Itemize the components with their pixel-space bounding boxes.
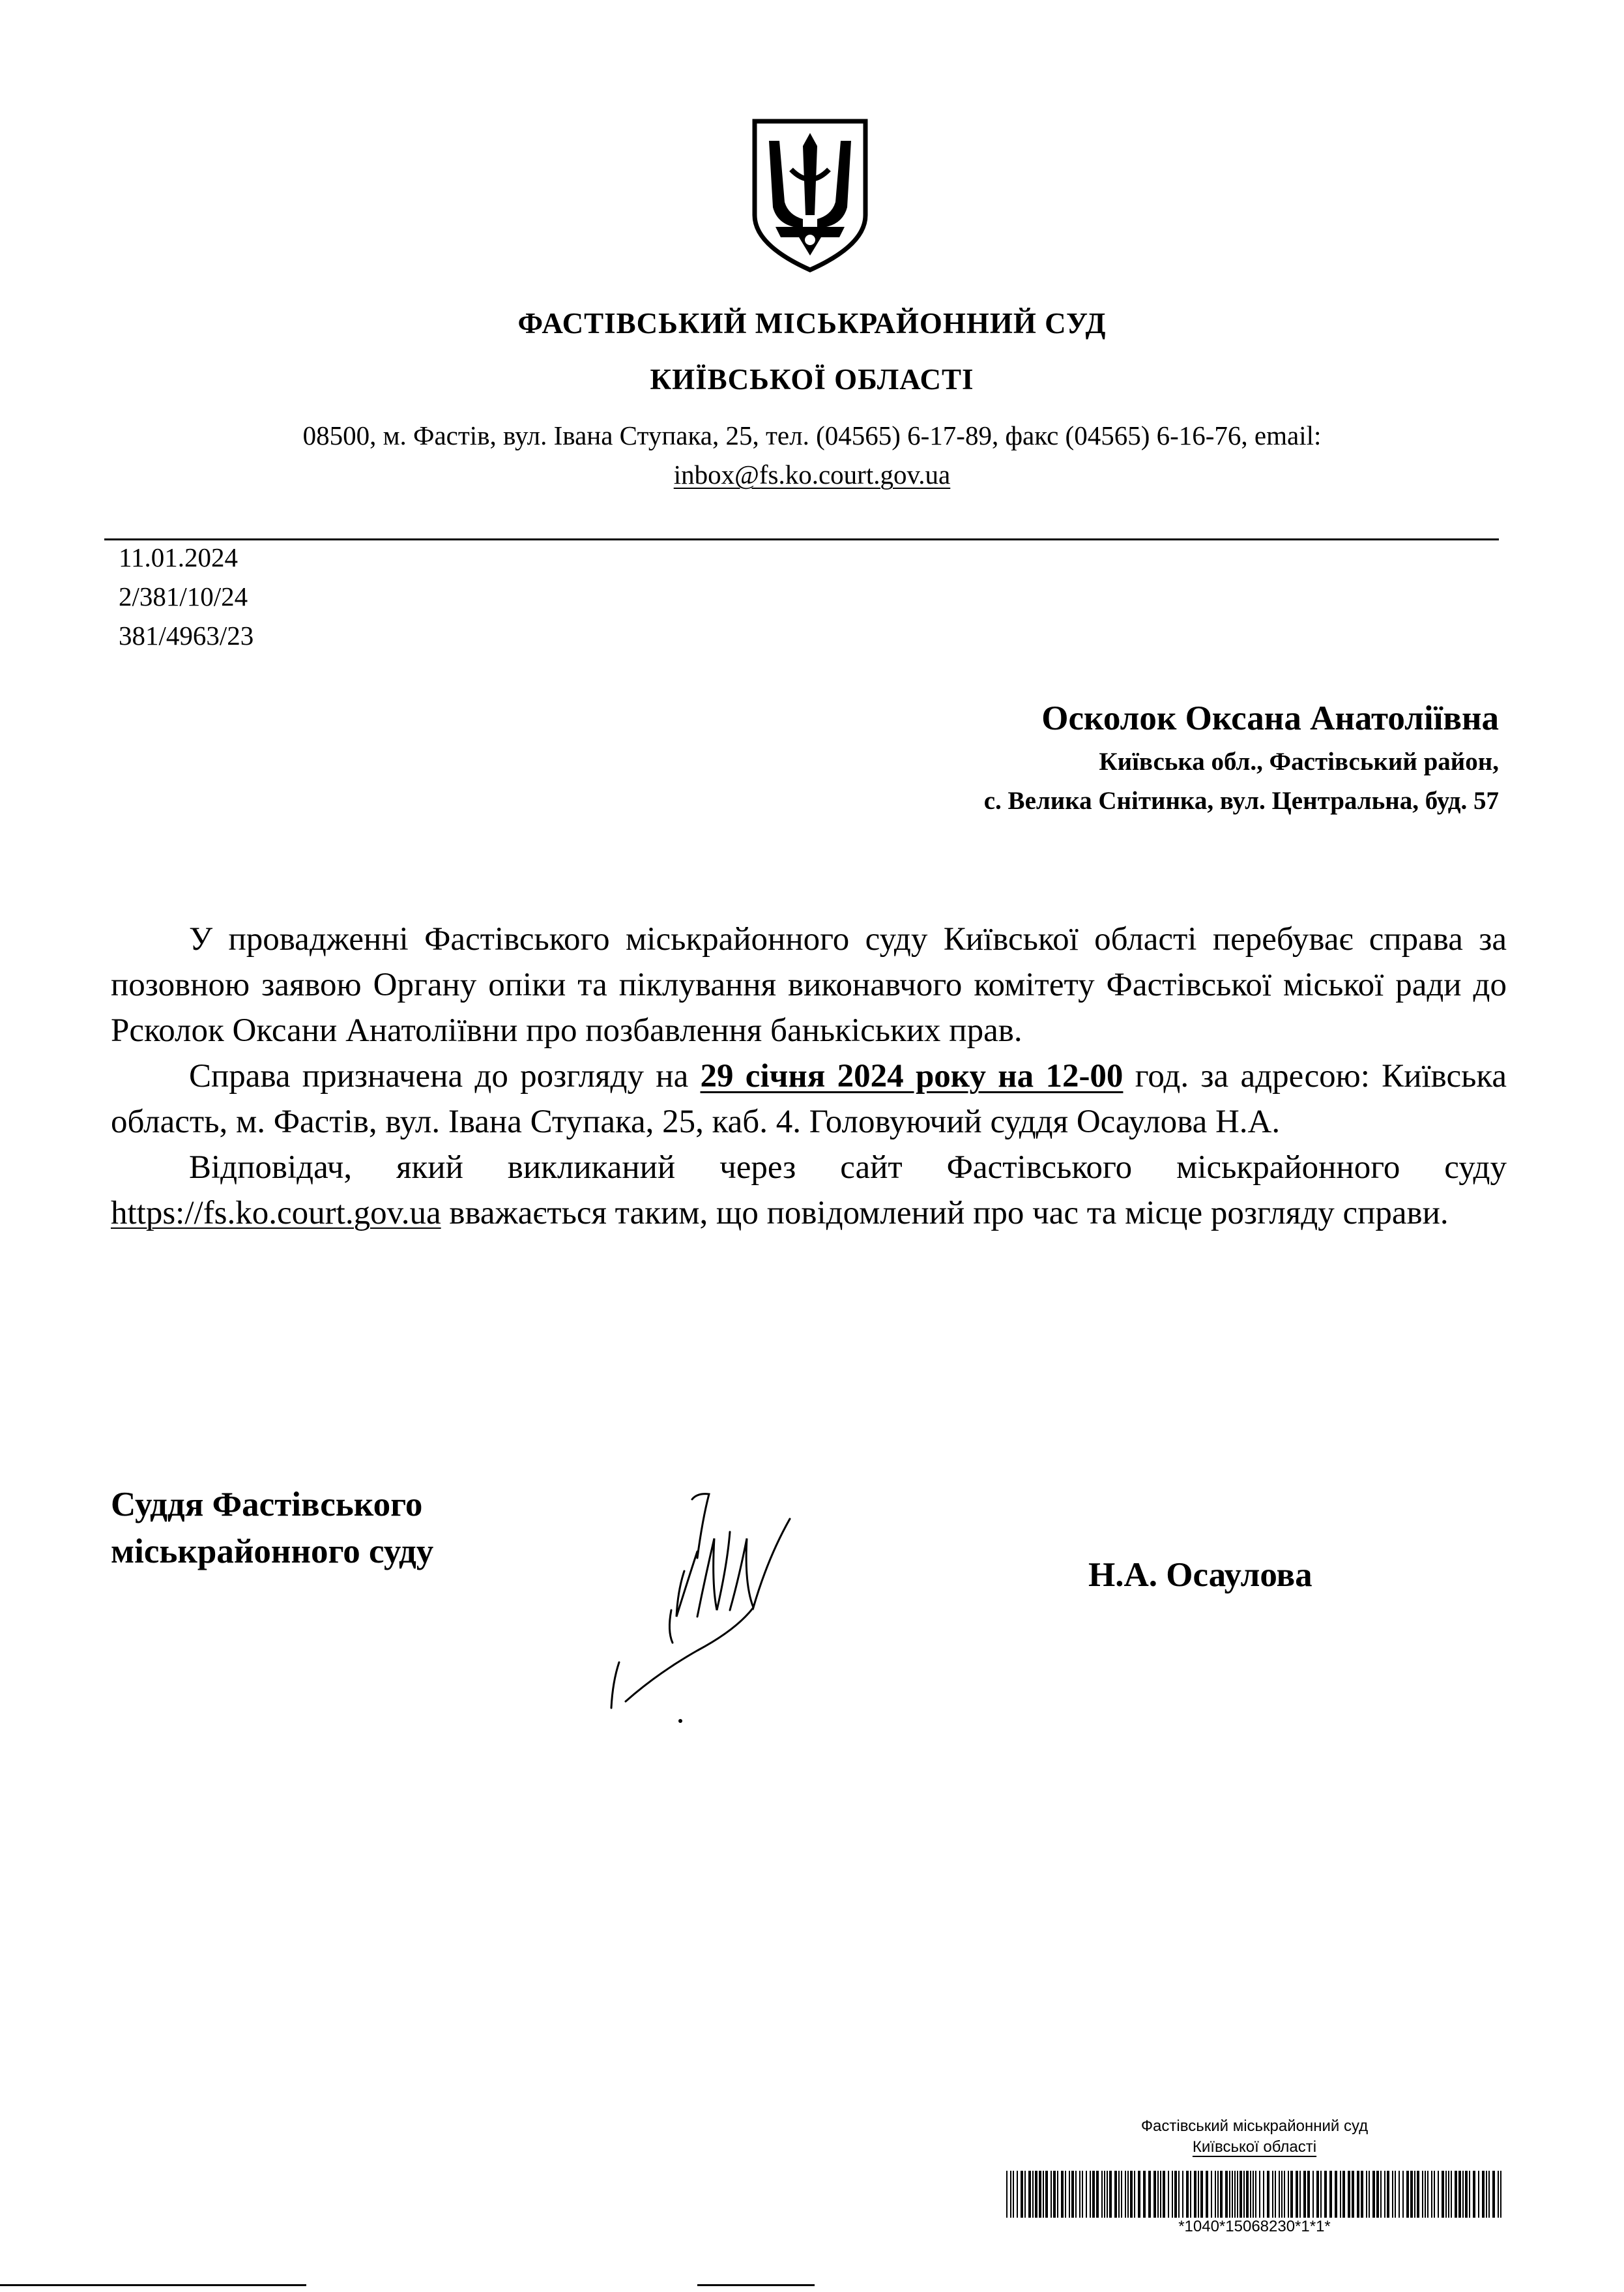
recipient-address-line1: Київська обл., Фастівський район, xyxy=(1099,748,1499,776)
body-paragraph-2: Справа призначена до розгляду на 29 січня 2024 року на 12-00 год. за адресою: Київська область, м. Фастів, вул. Івана Ступака, 25, каб. 4. Головуючий суддя Осаулова Н.А. xyxy=(111,1058,1507,1140)
letter-body xyxy=(111,917,1507,1236)
judge-name: Н.А. Осаулова xyxy=(1088,1556,1312,1594)
court-website-link[interactable]: https://fs.ko.court.gov.ua xyxy=(111,1195,441,1231)
body-paragraph-3: Відповідач, який викликаний через сайт Фастівського міськрайонного суду https://fs.ko.court.gov.ua вважається таким, що повідомлений про час та місце розгляду справи. xyxy=(111,1149,1507,1231)
recipient-address-line2: с. Велика Снітинка, вул. Центральна, буд. 57 xyxy=(983,787,1499,815)
stamp-region: Київської області xyxy=(1192,2138,1317,2156)
stamp-court-name: Фастівський міськрайонний суд xyxy=(1140,2117,1369,2135)
header-divider xyxy=(104,538,1499,540)
hearing-datetime: 29 січня 2024 року на 12-00 xyxy=(700,1058,1124,1095)
body-paragraph-1: У провадженні Фастівського міськрайонного суду Київської області перебуває справа за позовною заявою Органу опіки та піклування виконавчого комітету Фастівської міської ради до Рсколок Оксани Анатоліївни про позбавлення банькіських прав. xyxy=(111,921,1507,1049)
recipient-name: Осколок Оксана Анатоліївна xyxy=(1041,699,1499,737)
scan-edge-mark xyxy=(697,2284,815,2286)
court-address: 08500, м. Фастів, вул. Івана Ступака, 25, тел. (04565) 6-17-89, факс (04565) 6-16-76, email: xyxy=(302,420,1322,450)
letter-date: 11.01.2024 xyxy=(119,542,238,572)
court-region: КИЇВСЬКОЇ ОБЛАСТІ xyxy=(650,363,974,396)
barcode-number: *1040*15068230*1*1* xyxy=(1178,2218,1331,2235)
barcode-image xyxy=(1004,2171,1505,2218)
court-email-link[interactable]: inbox@fs.ko.court.gov.ua xyxy=(673,460,951,490)
outgoing-number: 2/381/10/24 xyxy=(119,581,248,611)
scan-edge-mark xyxy=(0,2284,306,2286)
handwritten-signature xyxy=(600,1480,815,1727)
signer-title-line2: міськрайонного суду xyxy=(111,1533,434,1570)
court-name: ФАСТІВСЬКИЙ МІСЬКРАЙОННИЙ СУД xyxy=(517,307,1107,340)
signer-title-line1: Суддя Фастівського xyxy=(111,1486,423,1523)
case-number: 381/4963/23 xyxy=(119,621,254,651)
trident-coat-of-arms-icon xyxy=(749,117,871,274)
